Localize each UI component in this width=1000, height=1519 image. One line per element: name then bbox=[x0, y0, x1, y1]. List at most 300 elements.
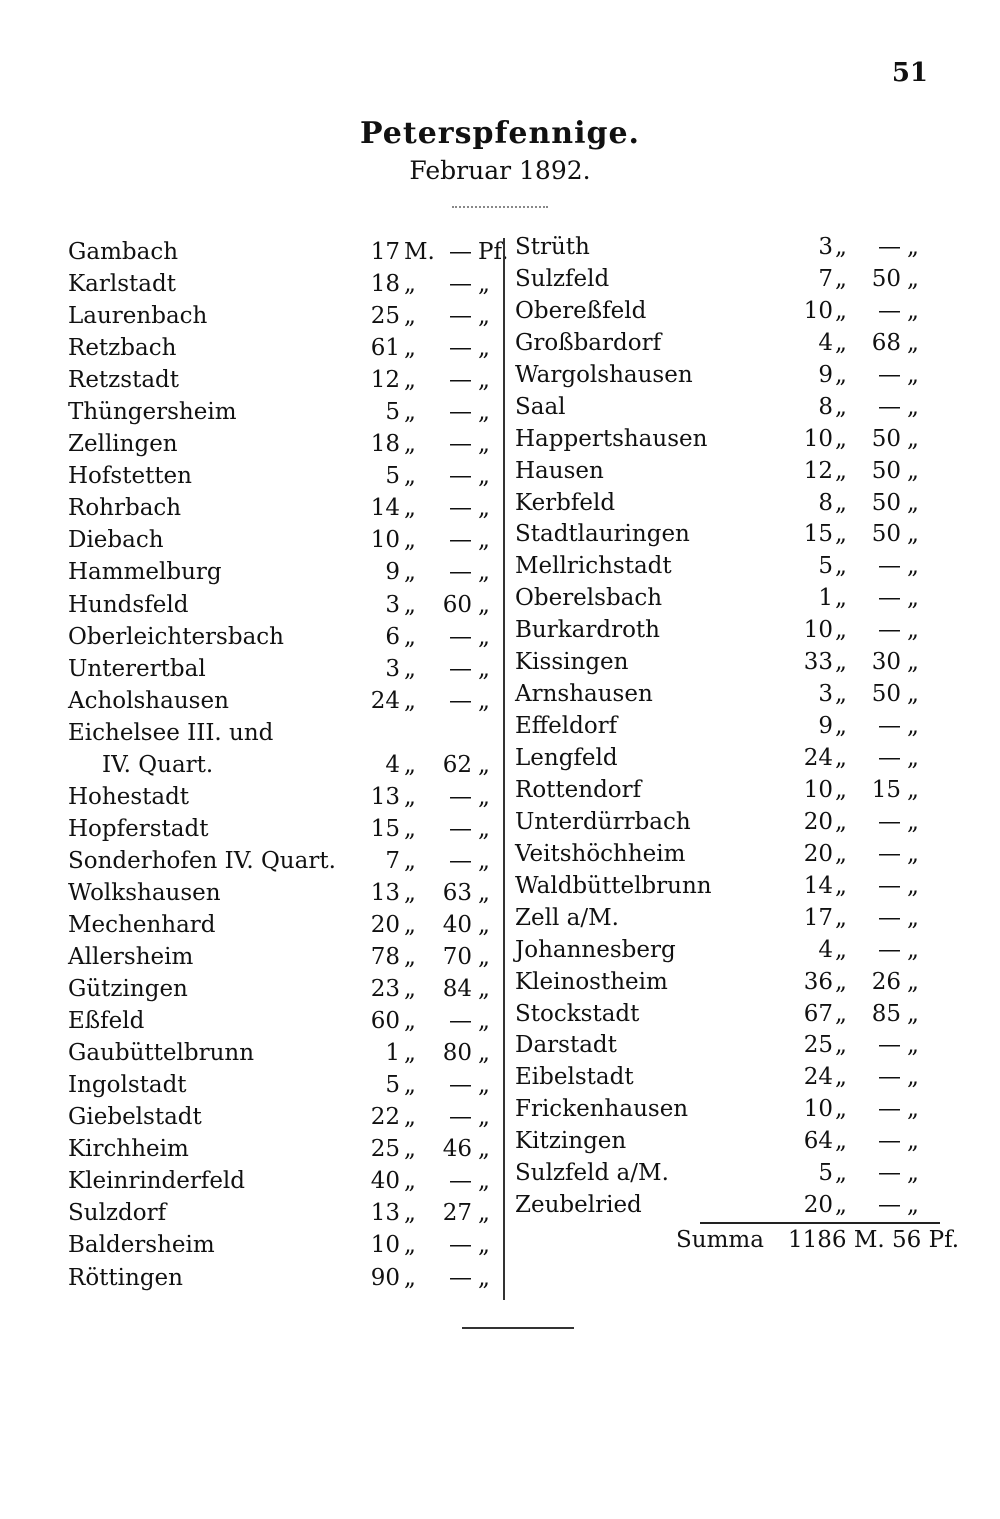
mark-amount: 3 bbox=[385, 655, 400, 682]
mark-unit: „ bbox=[404, 783, 416, 810]
mark-amount: 25 bbox=[370, 1136, 400, 1163]
pfennig-amount: — bbox=[449, 847, 472, 874]
list-row bbox=[515, 455, 955, 487]
place-name: Retzbach bbox=[68, 335, 177, 362]
mark-unit: „ bbox=[404, 655, 416, 682]
place-name: Burkardroth bbox=[515, 617, 660, 644]
mark-amount: 12 bbox=[370, 367, 400, 394]
pfennig-unit: „ bbox=[478, 1008, 490, 1035]
pfennig-unit: „ bbox=[478, 1136, 490, 1163]
mark-amount: 90 bbox=[370, 1264, 400, 1291]
pfennig-unit: „ bbox=[907, 329, 919, 356]
pfennig-unit: „ bbox=[478, 815, 490, 842]
list-row bbox=[68, 300, 498, 332]
pfennig-unit: „ bbox=[478, 911, 490, 938]
mark-amount: 1 bbox=[385, 1040, 400, 1067]
mark-unit: „ bbox=[835, 297, 847, 324]
list-row bbox=[515, 774, 955, 806]
mark-unit: „ bbox=[835, 329, 847, 356]
column-divider bbox=[503, 238, 505, 1300]
mark-unit: „ bbox=[835, 840, 847, 867]
place-name: Johannesberg bbox=[515, 936, 676, 963]
mark-unit: „ bbox=[835, 617, 847, 644]
list-row bbox=[515, 518, 955, 550]
pfennig-amount: — bbox=[878, 585, 901, 612]
mark-unit: „ bbox=[835, 234, 847, 260]
list-row bbox=[68, 589, 498, 621]
list-row bbox=[515, 646, 955, 678]
pfennig-unit: „ bbox=[478, 399, 490, 426]
place-name: Stockstadt bbox=[515, 1000, 640, 1027]
list-row bbox=[515, 263, 955, 295]
list-row bbox=[68, 621, 498, 653]
list-row bbox=[515, 1157, 955, 1189]
mark-amount: 24 bbox=[803, 745, 833, 771]
place-name: Sulzfeld a/M. bbox=[515, 1160, 669, 1187]
mark-unit: „ bbox=[404, 751, 416, 778]
mark-amount: 17 bbox=[370, 239, 400, 265]
mark-amount: 1 bbox=[818, 585, 833, 612]
list-row bbox=[68, 1262, 498, 1294]
list-row bbox=[515, 550, 955, 582]
pfennig-unit: „ bbox=[907, 425, 919, 452]
pfennig-unit: „ bbox=[907, 489, 919, 516]
mark-unit: „ bbox=[404, 944, 416, 971]
list-row bbox=[68, 717, 498, 749]
pfennig-amount: — bbox=[449, 1264, 472, 1291]
place-name: Hausen bbox=[515, 457, 604, 484]
pfennig-amount: — bbox=[449, 335, 472, 362]
mark-amount: 5 bbox=[385, 399, 400, 426]
pfennig-unit: „ bbox=[478, 591, 490, 618]
place-name: Kerbfeld bbox=[515, 489, 616, 516]
pfennig-amount: 50 bbox=[871, 265, 901, 292]
mark-unit: „ bbox=[404, 1232, 416, 1259]
mark-amount: 8 bbox=[818, 489, 833, 516]
mark-amount: 13 bbox=[370, 1200, 400, 1227]
list-row bbox=[515, 966, 955, 998]
place-name: Kleinostheim bbox=[515, 968, 668, 995]
pfennig-amount: 85 bbox=[871, 1000, 901, 1027]
pfennig-amount: — bbox=[449, 271, 472, 298]
total-amount: 1186 M. 56 Pf. bbox=[788, 1227, 960, 1253]
mark-unit: „ bbox=[404, 623, 416, 650]
mark-amount: 4 bbox=[385, 751, 400, 778]
pfennig-unit: „ bbox=[907, 681, 919, 708]
list-row bbox=[515, 231, 955, 263]
pfennig-amount: — bbox=[878, 1192, 901, 1219]
mark-amount: 24 bbox=[803, 1064, 833, 1091]
place-name: Wargolshausen bbox=[515, 361, 693, 388]
list-row bbox=[68, 909, 498, 941]
page-number: 51 bbox=[891, 58, 928, 88]
pfennig-amount: — bbox=[878, 808, 901, 835]
mark-unit: „ bbox=[404, 976, 416, 1003]
pfennig-amount: — bbox=[878, 1064, 901, 1091]
place-name: Thüngersheim bbox=[68, 399, 237, 426]
mark-unit: „ bbox=[404, 527, 416, 554]
place-name: Karlstadt bbox=[68, 271, 176, 298]
mark-amount: 20 bbox=[803, 840, 833, 867]
mark-unit: „ bbox=[835, 745, 847, 771]
place-name: Acholshausen bbox=[68, 687, 229, 714]
pfennig-unit: „ bbox=[907, 234, 919, 260]
pfennig-unit: „ bbox=[478, 367, 490, 394]
title-flourish bbox=[452, 198, 548, 208]
pfennig-amount: — bbox=[449, 1104, 472, 1131]
list-row bbox=[515, 423, 955, 455]
pfennig-unit: „ bbox=[478, 335, 490, 362]
place-name: Frickenhausen bbox=[515, 1096, 689, 1123]
list-row bbox=[515, 1125, 955, 1157]
mark-amount: 9 bbox=[818, 361, 833, 388]
pfennig-amount: 63 bbox=[442, 879, 472, 906]
mark-amount: 67 bbox=[803, 1000, 833, 1027]
mark-unit: „ bbox=[404, 815, 416, 842]
pfennig-amount: — bbox=[878, 297, 901, 324]
pfennig-amount: — bbox=[449, 1168, 472, 1195]
place-name: Baldersheim bbox=[68, 1232, 215, 1259]
mark-amount: 10 bbox=[803, 425, 833, 452]
mark-amount: 18 bbox=[370, 431, 400, 458]
place-name: Lengfeld bbox=[515, 745, 618, 771]
mark-amount: 10 bbox=[803, 617, 833, 644]
pfennig-amount: — bbox=[878, 904, 901, 931]
pfennig-amount: — bbox=[878, 936, 901, 963]
mark-unit: „ bbox=[835, 1096, 847, 1123]
pfennig-amount: — bbox=[878, 840, 901, 867]
mark-amount: 12 bbox=[803, 457, 833, 484]
pfennig-unit: „ bbox=[478, 944, 490, 971]
mark-amount: 3 bbox=[818, 234, 833, 260]
mark-unit: „ bbox=[404, 1168, 416, 1195]
pfennig-unit: „ bbox=[478, 1264, 490, 1291]
mark-amount: 14 bbox=[370, 495, 400, 522]
pfennig-amount: 26 bbox=[871, 968, 901, 995]
list-row bbox=[68, 364, 498, 396]
mark-amount: 4 bbox=[818, 936, 833, 963]
pfennig-unit: „ bbox=[907, 936, 919, 963]
pfennig-unit: „ bbox=[478, 687, 490, 714]
mark-unit: „ bbox=[404, 879, 416, 906]
list-row bbox=[68, 396, 498, 428]
mark-amount: 24 bbox=[370, 687, 400, 714]
list-row bbox=[515, 582, 955, 614]
list-row bbox=[68, 1037, 498, 1069]
mark-unit: „ bbox=[404, 1072, 416, 1099]
list-row bbox=[68, 781, 498, 813]
mark-amount: 5 bbox=[818, 1160, 833, 1187]
pfennig-unit: „ bbox=[907, 361, 919, 388]
right-donation-list bbox=[515, 231, 955, 1221]
mark-unit: „ bbox=[835, 425, 847, 452]
list-row bbox=[68, 845, 498, 877]
place-name: Wolkshausen bbox=[68, 879, 221, 906]
place-name: Allersheim bbox=[68, 944, 194, 971]
place-name: Kissingen bbox=[515, 649, 629, 676]
mark-amount: 6 bbox=[385, 623, 400, 650]
place-name: Oberleichtersbach bbox=[68, 623, 284, 650]
place-name: Stadtlauringen bbox=[515, 521, 690, 548]
mark-unit: „ bbox=[404, 463, 416, 490]
mark-unit: „ bbox=[835, 489, 847, 516]
list-row bbox=[68, 813, 498, 845]
place-name: Unterdürrbach bbox=[515, 808, 691, 835]
pfennig-unit: „ bbox=[478, 271, 490, 298]
mark-unit: „ bbox=[404, 431, 416, 458]
mark-unit: „ bbox=[404, 495, 416, 522]
place-name: Darstadt bbox=[515, 1032, 617, 1059]
place-name: Hohestadt bbox=[68, 783, 190, 810]
pfennig-unit: „ bbox=[478, 623, 490, 650]
mark-unit: „ bbox=[835, 936, 847, 963]
place-name: Gaubüttelbrunn bbox=[68, 1040, 255, 1067]
place-name: Strüth bbox=[515, 234, 590, 260]
mark-unit: „ bbox=[404, 367, 416, 394]
pfennig-unit: „ bbox=[907, 1192, 919, 1219]
place-name: Zell a/M. bbox=[515, 904, 619, 931]
mark-unit: „ bbox=[835, 265, 847, 292]
mark-amount: 5 bbox=[385, 463, 400, 490]
list-row bbox=[68, 1101, 498, 1133]
pfennig-unit: „ bbox=[478, 495, 490, 522]
place-name: Hofstetten bbox=[68, 463, 192, 490]
mark-unit: „ bbox=[404, 591, 416, 618]
mark-amount: 18 bbox=[370, 271, 400, 298]
mark-amount: 40 bbox=[370, 1168, 400, 1195]
mark-unit: „ bbox=[835, 361, 847, 388]
mark-unit: „ bbox=[404, 1136, 416, 1163]
pfennig-amount: 62 bbox=[442, 751, 472, 778]
pfennig-amount: — bbox=[449, 431, 472, 458]
pfennig-amount: — bbox=[449, 687, 472, 714]
pfennig-unit: „ bbox=[478, 1168, 490, 1195]
mark-amount: 61 bbox=[370, 335, 400, 362]
mark-amount: 10 bbox=[803, 776, 833, 803]
end-rule bbox=[462, 1327, 574, 1329]
mark-amount: 13 bbox=[370, 783, 400, 810]
pfennig-amount: — bbox=[878, 745, 901, 771]
list-row bbox=[515, 710, 955, 742]
place-name: Hundsfeld bbox=[68, 591, 189, 618]
list-row bbox=[68, 1005, 498, 1037]
pfennig-amount: — bbox=[449, 239, 472, 265]
mark-unit: „ bbox=[835, 1000, 847, 1027]
pfennig-unit: „ bbox=[907, 297, 919, 324]
pfennig-unit: „ bbox=[478, 783, 490, 810]
pfennig-unit: „ bbox=[478, 559, 490, 586]
mark-amount: 10 bbox=[370, 1232, 400, 1259]
place-name: Ingolstadt bbox=[68, 1072, 187, 1099]
pfennig-unit: „ bbox=[907, 553, 919, 580]
mark-amount: 9 bbox=[818, 713, 833, 740]
place-name: Großbardorf bbox=[515, 329, 662, 356]
pfennig-amount: — bbox=[449, 1232, 472, 1259]
pfennig-unit: „ bbox=[478, 1232, 490, 1259]
pfennig-amount: 84 bbox=[442, 976, 472, 1003]
mark-amount: 78 bbox=[370, 944, 400, 971]
mark-unit: „ bbox=[835, 1064, 847, 1091]
place-name: Gützingen bbox=[68, 976, 188, 1003]
mark-amount: 64 bbox=[803, 1128, 833, 1155]
pfennig-unit: „ bbox=[478, 847, 490, 874]
place-name: Röttingen bbox=[68, 1264, 183, 1291]
pfennig-unit: „ bbox=[907, 1032, 919, 1059]
place-name: Kirchheim bbox=[68, 1136, 189, 1163]
pfennig-unit: „ bbox=[478, 1040, 490, 1067]
mark-amount: 3 bbox=[818, 681, 833, 708]
list-row bbox=[515, 1189, 955, 1221]
pfennig-unit: „ bbox=[907, 1128, 919, 1155]
place-name: Eichelsee III. und bbox=[68, 719, 274, 746]
mark-amount: 10 bbox=[803, 297, 833, 324]
pfennig-unit: „ bbox=[907, 745, 919, 771]
pfennig-amount: — bbox=[449, 559, 472, 586]
place-name: Zellingen bbox=[68, 431, 178, 458]
list-row bbox=[515, 391, 955, 423]
pfennig-unit: „ bbox=[907, 1064, 919, 1091]
pfennig-unit: „ bbox=[478, 1072, 490, 1099]
list-row bbox=[68, 268, 498, 300]
place-name: Sulzdorf bbox=[68, 1200, 167, 1227]
pfennig-amount: 30 bbox=[871, 649, 901, 676]
mark-amount: 4 bbox=[818, 329, 833, 356]
pfennig-unit: „ bbox=[478, 879, 490, 906]
mark-amount: 33 bbox=[803, 649, 833, 676]
pfennig-amount: 40 bbox=[442, 911, 472, 938]
pfennig-amount: — bbox=[878, 617, 901, 644]
pfennig-unit: „ bbox=[478, 1200, 490, 1227]
mark-unit: „ bbox=[404, 687, 416, 714]
list-row bbox=[515, 838, 955, 870]
mark-unit: „ bbox=[404, 1040, 416, 1067]
place-name: Sulzfeld bbox=[515, 265, 610, 292]
list-row bbox=[68, 332, 498, 364]
list-row bbox=[68, 653, 498, 685]
list-row bbox=[515, 1061, 955, 1093]
mark-unit: „ bbox=[835, 521, 847, 548]
pfennig-amount: — bbox=[449, 815, 472, 842]
pfennig-amount: 50 bbox=[871, 521, 901, 548]
list-row bbox=[68, 749, 498, 781]
pfennig-unit: „ bbox=[478, 463, 490, 490]
mark-unit: „ bbox=[835, 1032, 847, 1059]
place-name: Eßfeld bbox=[68, 1008, 145, 1035]
place-name: Eibelstadt bbox=[515, 1064, 634, 1091]
pfennig-amount: — bbox=[878, 1128, 901, 1155]
place-name: Diebach bbox=[68, 527, 164, 554]
list-row bbox=[515, 902, 955, 934]
pfennig-amount: — bbox=[878, 872, 901, 899]
mark-unit: „ bbox=[404, 847, 416, 874]
pfennig-amount: 50 bbox=[871, 489, 901, 516]
place-name: Effeldorf bbox=[515, 713, 618, 740]
pfennig-unit: „ bbox=[907, 457, 919, 484]
left-donation-list bbox=[68, 236, 509, 1294]
mark-unit: „ bbox=[835, 585, 847, 612]
list-row bbox=[515, 614, 955, 646]
list-row bbox=[68, 524, 498, 556]
pfennig-amount: — bbox=[878, 553, 901, 580]
pfennig-unit: „ bbox=[907, 393, 919, 420]
place-name: Mechenhard bbox=[68, 911, 216, 938]
place-name: Kleinrinderfeld bbox=[68, 1168, 246, 1195]
mark-unit: „ bbox=[835, 553, 847, 580]
pfennig-amount: — bbox=[878, 1096, 901, 1123]
pfennig-unit: „ bbox=[478, 1104, 490, 1131]
place-name: Mellrichstadt bbox=[515, 553, 672, 580]
list-row bbox=[68, 428, 498, 460]
pfennig-unit: „ bbox=[907, 265, 919, 292]
mark-unit: „ bbox=[404, 911, 416, 938]
list-row bbox=[515, 870, 955, 902]
pfennig-amount: 50 bbox=[871, 457, 901, 484]
place-name: Laurenbach bbox=[68, 303, 208, 330]
pfennig-unit: „ bbox=[907, 713, 919, 740]
list-row bbox=[515, 1093, 955, 1125]
mark-unit: „ bbox=[835, 1128, 847, 1155]
mark-amount: 10 bbox=[370, 527, 400, 554]
place-name: Saal bbox=[515, 393, 566, 420]
place-name: Rohrbach bbox=[68, 495, 182, 522]
mark-amount: 60 bbox=[370, 1008, 400, 1035]
mark-amount: 7 bbox=[385, 847, 400, 874]
list-row bbox=[515, 806, 955, 838]
mark-unit: „ bbox=[835, 713, 847, 740]
mark-amount: 5 bbox=[385, 1072, 400, 1099]
mark-unit: „ bbox=[835, 457, 847, 484]
pfennig-amount: — bbox=[449, 367, 472, 394]
pfennig-unit: „ bbox=[478, 431, 490, 458]
list-row bbox=[68, 236, 509, 268]
pfennig-unit: „ bbox=[907, 808, 919, 835]
place-name: Veitshöchheim bbox=[515, 840, 686, 867]
pfennig-amount: 60 bbox=[442, 591, 472, 618]
place-name: Unterertbal bbox=[68, 655, 206, 682]
place-name: Hopferstadt bbox=[68, 815, 209, 842]
list-row bbox=[515, 1029, 955, 1061]
mark-amount: 8 bbox=[818, 393, 833, 420]
list-row bbox=[515, 295, 955, 327]
list-row bbox=[515, 487, 955, 519]
mark-amount: 13 bbox=[370, 879, 400, 906]
list-row bbox=[68, 1165, 498, 1197]
mark-amount: 7 bbox=[818, 265, 833, 292]
list-row bbox=[68, 1229, 498, 1261]
place-name: Oberelsbach bbox=[515, 585, 663, 612]
list-row bbox=[515, 998, 955, 1030]
pfennig-amount: — bbox=[878, 1032, 901, 1059]
pfennig-amount: 70 bbox=[442, 944, 472, 971]
mark-amount: 20 bbox=[803, 808, 833, 835]
place-name: Waldbüttelbrunn bbox=[515, 872, 712, 899]
mark-unit: „ bbox=[404, 399, 416, 426]
mark-amount: 3 bbox=[385, 591, 400, 618]
mark-amount: 25 bbox=[370, 303, 400, 330]
place-name: Obereßfeld bbox=[515, 297, 647, 324]
list-row bbox=[515, 327, 955, 359]
pfennig-amount: — bbox=[449, 655, 472, 682]
pfennig-amount: — bbox=[449, 783, 472, 810]
mark-unit: „ bbox=[835, 776, 847, 803]
mark-amount: 15 bbox=[803, 521, 833, 548]
mark-unit: „ bbox=[835, 808, 847, 835]
pfennig-amount: — bbox=[878, 1160, 901, 1187]
mark-unit: „ bbox=[835, 968, 847, 995]
pfennig-amount: — bbox=[878, 361, 901, 388]
pfennig-amount: — bbox=[449, 303, 472, 330]
pfennig-unit: „ bbox=[907, 904, 919, 931]
